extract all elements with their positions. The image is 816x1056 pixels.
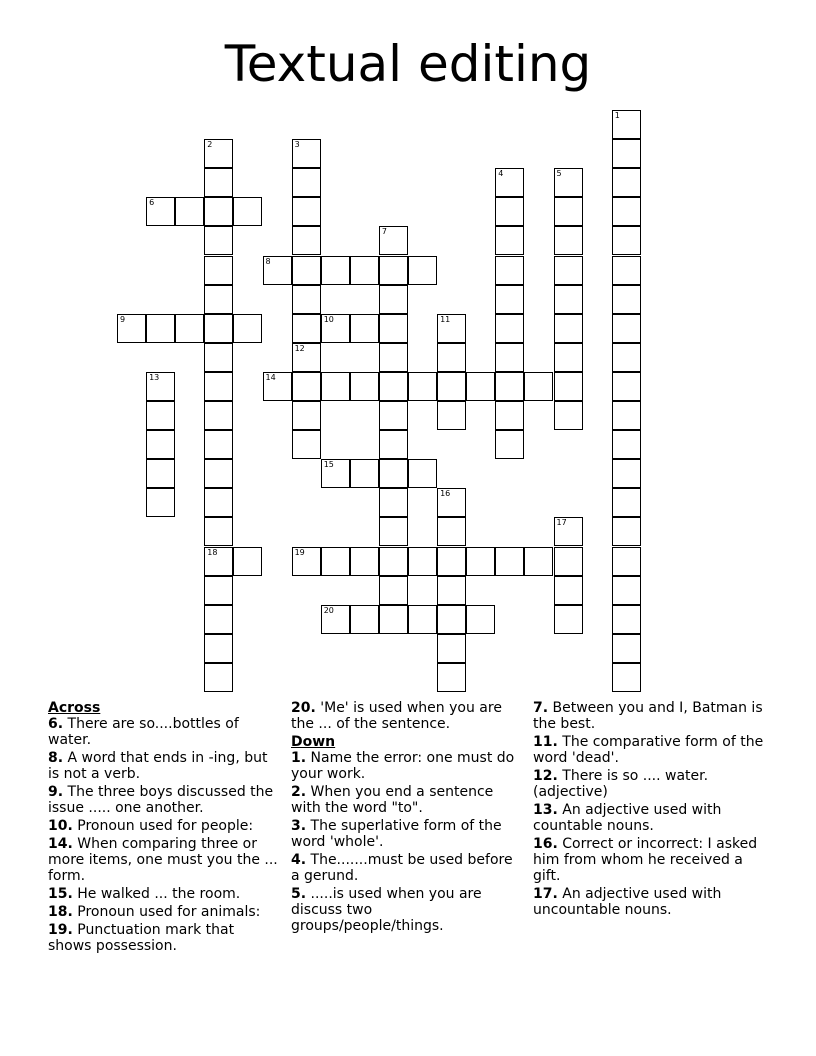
crossword-cell[interactable] xyxy=(408,256,437,285)
crossword-cell[interactable] xyxy=(263,256,292,285)
crossword-cell[interactable] xyxy=(204,372,233,401)
clue-number: 18 xyxy=(207,547,218,557)
clue-number: 1 xyxy=(614,111,620,120)
crossword-cell[interactable] xyxy=(292,285,321,314)
crossword-cell[interactable] xyxy=(408,605,437,634)
across-clue: 6. There are so....bottles of water. xyxy=(48,716,239,748)
crossword-cell[interactable] xyxy=(495,168,524,197)
across-clue: 19. Punctuation mark that shows possession. xyxy=(48,922,235,954)
crossword-cell[interactable] xyxy=(612,517,641,546)
crossword-cell[interactable] xyxy=(292,139,321,168)
crossword-cell[interactable] xyxy=(495,372,524,401)
crossword-cell[interactable] xyxy=(437,343,466,372)
crossword-cell[interactable] xyxy=(466,372,495,401)
crossword-cell[interactable] xyxy=(379,401,408,430)
crossword-cell[interactable] xyxy=(612,139,641,168)
crossword-cell[interactable] xyxy=(204,139,233,168)
crossword-cell[interactable] xyxy=(233,197,262,226)
crossword-cell[interactable] xyxy=(554,576,583,605)
crossword-cell[interactable] xyxy=(146,430,175,459)
crossword-cell[interactable] xyxy=(379,459,408,488)
crossword-cell[interactable] xyxy=(379,547,408,576)
crossword-cell[interactable] xyxy=(146,314,175,343)
crossword-cell[interactable] xyxy=(554,343,583,372)
crossword-cell[interactable] xyxy=(204,256,233,285)
crossword-cell[interactable] xyxy=(437,401,466,430)
clues-column-3 xyxy=(533,700,765,920)
crossword-cell[interactable] xyxy=(612,576,641,605)
crossword-cell[interactable] xyxy=(350,314,379,343)
crossword-cell[interactable] xyxy=(437,372,466,401)
crossword-cell[interactable] xyxy=(554,256,583,285)
crossword-cell[interactable] xyxy=(146,372,175,401)
crossword-cell[interactable] xyxy=(350,547,379,576)
crossword-cell[interactable] xyxy=(379,314,408,343)
crossword-cell[interactable] xyxy=(379,285,408,314)
clue-number: 13 xyxy=(149,372,160,382)
down-heading: Down xyxy=(291,734,336,750)
crossword-cell[interactable] xyxy=(379,372,408,401)
down-clue: 4. The.......must be used before a gerund. xyxy=(291,852,513,884)
crossword-cell[interactable] xyxy=(495,285,524,314)
crossword-cell[interactable] xyxy=(146,488,175,517)
crossword-cell[interactable] xyxy=(495,226,524,255)
clue-number: 11 xyxy=(440,314,451,324)
crossword-cell[interactable] xyxy=(204,517,233,546)
crossword-cell[interactable] xyxy=(204,547,233,576)
crossword-cell[interactable] xyxy=(495,430,524,459)
clue-number: 16 xyxy=(440,489,451,499)
crossword-cell[interactable] xyxy=(175,314,204,343)
down-clue: 11. The comparative form of the word 'dead'. xyxy=(533,734,764,766)
crossword-cell[interactable] xyxy=(292,168,321,197)
crossword-cell[interactable] xyxy=(204,401,233,430)
crossword-cell[interactable] xyxy=(204,576,233,605)
down-clue: 1. Name the error: one must do your work. xyxy=(291,750,515,782)
crossword-cell[interactable] xyxy=(495,343,524,372)
clue-number: 20 xyxy=(323,605,334,615)
across-clue: 9. The three boys discussed the issue ..... one another. xyxy=(48,784,274,816)
down-clue: 3. The superlative form of the word 'whole'. xyxy=(291,818,502,850)
clue-number: 6 xyxy=(149,198,155,208)
crossword-cell[interactable] xyxy=(292,401,321,430)
crossword-cell[interactable] xyxy=(292,547,321,576)
crossword-cell[interactable] xyxy=(292,343,321,372)
crossword-cell[interactable] xyxy=(466,547,495,576)
crossword-cell[interactable] xyxy=(379,256,408,285)
crossword-cell[interactable] xyxy=(612,459,641,488)
crossword-cell[interactable] xyxy=(292,197,321,226)
crossword-cell[interactable] xyxy=(554,517,583,546)
across-clue: 10. Pronoun used for people: xyxy=(48,818,254,834)
crossword-cell[interactable] xyxy=(204,488,233,517)
crossword-cell[interactable] xyxy=(146,197,175,226)
crossword-cell[interactable] xyxy=(204,168,233,197)
crossword-cell[interactable] xyxy=(379,517,408,546)
crossword-cell[interactable] xyxy=(612,430,641,459)
crossword-cell[interactable] xyxy=(612,256,641,285)
crossword-cell[interactable] xyxy=(437,547,466,576)
crossword-cell[interactable] xyxy=(292,430,321,459)
crossword-cell[interactable] xyxy=(204,314,233,343)
crossword-cell[interactable] xyxy=(437,314,466,343)
crossword-cell[interactable] xyxy=(233,314,262,343)
crossword-cell[interactable] xyxy=(379,343,408,372)
across-clue: 15. He walked ... the room. xyxy=(48,886,241,902)
crossword-cell[interactable] xyxy=(321,256,350,285)
crossword-cell[interactable] xyxy=(612,314,641,343)
crossword-cell[interactable] xyxy=(146,459,175,488)
crossword-cell[interactable] xyxy=(379,488,408,517)
crossword-cell[interactable] xyxy=(292,314,321,343)
down-clue: 17. An adjective used with uncountable nouns. xyxy=(533,886,722,918)
clues-column-1 xyxy=(48,700,280,956)
crossword-cell[interactable] xyxy=(612,605,641,634)
clue-number: 8 xyxy=(265,256,271,266)
crossword-cell[interactable] xyxy=(292,226,321,255)
crossword-cell[interactable] xyxy=(612,488,641,517)
crossword-cell[interactable] xyxy=(350,605,379,634)
crossword-cell[interactable] xyxy=(437,517,466,546)
crossword-cell[interactable] xyxy=(554,197,583,226)
crossword-cell[interactable] xyxy=(204,197,233,226)
clues-column-2 xyxy=(291,700,523,936)
page-title: Textual editing xyxy=(224,35,592,93)
crossword-cell[interactable] xyxy=(204,226,233,255)
clue-number: 4 xyxy=(498,169,504,179)
crossword-cell[interactable] xyxy=(146,401,175,430)
crossword-cell[interactable] xyxy=(204,285,233,314)
crossword-cell[interactable] xyxy=(292,372,321,401)
clue-number: 9 xyxy=(120,314,126,324)
crossword-cell[interactable] xyxy=(437,663,466,692)
clue-number: 12 xyxy=(294,343,305,353)
crossword-cell[interactable] xyxy=(408,547,437,576)
crossword-cell[interactable] xyxy=(612,634,641,663)
down-clue: 2. When you end a sentence with the word "to". xyxy=(291,784,494,816)
crossword-cell[interactable] xyxy=(350,372,379,401)
crossword-cell[interactable] xyxy=(263,372,292,401)
crossword-cell[interactable] xyxy=(495,197,524,226)
crossword-cell[interactable] xyxy=(554,226,583,255)
crossword-cell[interactable] xyxy=(350,459,379,488)
crossword-cell[interactable] xyxy=(321,372,350,401)
across-clue: 8. A word that ends in -ing, but is not a verb. xyxy=(48,750,268,782)
crossword-cell[interactable] xyxy=(612,285,641,314)
crossword-cell[interactable] xyxy=(612,663,641,692)
crossword-cell[interactable] xyxy=(554,372,583,401)
crossword-cell[interactable] xyxy=(554,547,583,576)
clue-number: 2 xyxy=(207,140,213,150)
crossword-cell[interactable] xyxy=(321,314,350,343)
down-clue: 16. Correct or incorrect: I asked him from whom he received a gift. xyxy=(533,836,758,884)
across-clue: 14. When comparing three or more items, one must you the ... form. xyxy=(48,836,278,884)
crossword-cell[interactable] xyxy=(321,605,350,634)
crossword-cell[interactable] xyxy=(408,372,437,401)
crossword-cell[interactable] xyxy=(466,605,495,634)
crossword-cell[interactable] xyxy=(321,459,350,488)
crossword-cell[interactable] xyxy=(204,634,233,663)
crossword-cell[interactable] xyxy=(204,430,233,459)
crossword-cell[interactable] xyxy=(321,547,350,576)
crossword-cell[interactable] xyxy=(379,605,408,634)
clue-number: 7 xyxy=(381,227,387,237)
crossword-cell[interactable] xyxy=(379,576,408,605)
clue-number: 5 xyxy=(556,169,562,179)
crossword-cell[interactable] xyxy=(204,459,233,488)
crossword-cell[interactable] xyxy=(437,605,466,634)
crossword-cell[interactable] xyxy=(379,430,408,459)
crossword-cell[interactable] xyxy=(612,226,641,255)
crossword-cell[interactable] xyxy=(554,314,583,343)
crossword-cell[interactable] xyxy=(437,634,466,663)
crossword-cell[interactable] xyxy=(495,547,524,576)
clue-number: 3 xyxy=(294,140,300,150)
crossword-cell[interactable] xyxy=(292,256,321,285)
down-clue: 12. There is so .... water. (adjective) xyxy=(533,768,709,800)
crossword-cell[interactable] xyxy=(554,401,583,430)
crossword-cell[interactable] xyxy=(612,372,641,401)
crossword-cell[interactable] xyxy=(612,547,641,576)
crossword-cell[interactable] xyxy=(495,401,524,430)
crossword-cell[interactable] xyxy=(612,343,641,372)
down-clue: 5. .....is used when you are discuss two groups/people/things. xyxy=(291,886,482,934)
crossword-cell[interactable] xyxy=(175,197,204,226)
crossword-cell[interactable] xyxy=(495,314,524,343)
down-clue: 7. Between you and I, Batman is the best. xyxy=(533,700,763,732)
crossword-cell[interactable] xyxy=(554,285,583,314)
crossword-cell[interactable] xyxy=(204,343,233,372)
across-clue: 20. 'Me' is used when you are the ... of the sentence. xyxy=(291,700,502,732)
crossword-cell[interactable] xyxy=(379,226,408,255)
crossword-cell[interactable] xyxy=(524,547,553,576)
clue-number: 15 xyxy=(323,460,334,470)
crossword-cell[interactable] xyxy=(437,576,466,605)
crossword-cell[interactable] xyxy=(612,168,641,197)
crossword-cell[interactable] xyxy=(554,168,583,197)
crossword-cell[interactable] xyxy=(117,314,146,343)
across-heading: Across xyxy=(48,700,101,716)
crossword-cell[interactable] xyxy=(612,197,641,226)
down-clue: 13. An adjective used with countable nouns. xyxy=(533,802,722,834)
clue-number: 19 xyxy=(294,547,305,557)
crossword-cell[interactable] xyxy=(350,256,379,285)
crossword-cell[interactable] xyxy=(233,547,262,576)
crossword-cell[interactable] xyxy=(408,459,437,488)
crossword-cell[interactable] xyxy=(437,488,466,517)
across-clue: 18. Pronoun used for animals: xyxy=(48,904,261,920)
clue-number: 14 xyxy=(265,372,276,382)
crossword-cell[interactable] xyxy=(204,663,233,692)
crossword-cell[interactable] xyxy=(524,372,553,401)
crossword-cell[interactable] xyxy=(612,401,641,430)
crossword-cell[interactable] xyxy=(612,110,641,139)
crossword-cell[interactable] xyxy=(554,605,583,634)
clue-number: 17 xyxy=(556,518,567,528)
crossword-cell[interactable] xyxy=(495,256,524,285)
clue-number: 10 xyxy=(323,314,334,324)
crossword-cell[interactable] xyxy=(204,605,233,634)
